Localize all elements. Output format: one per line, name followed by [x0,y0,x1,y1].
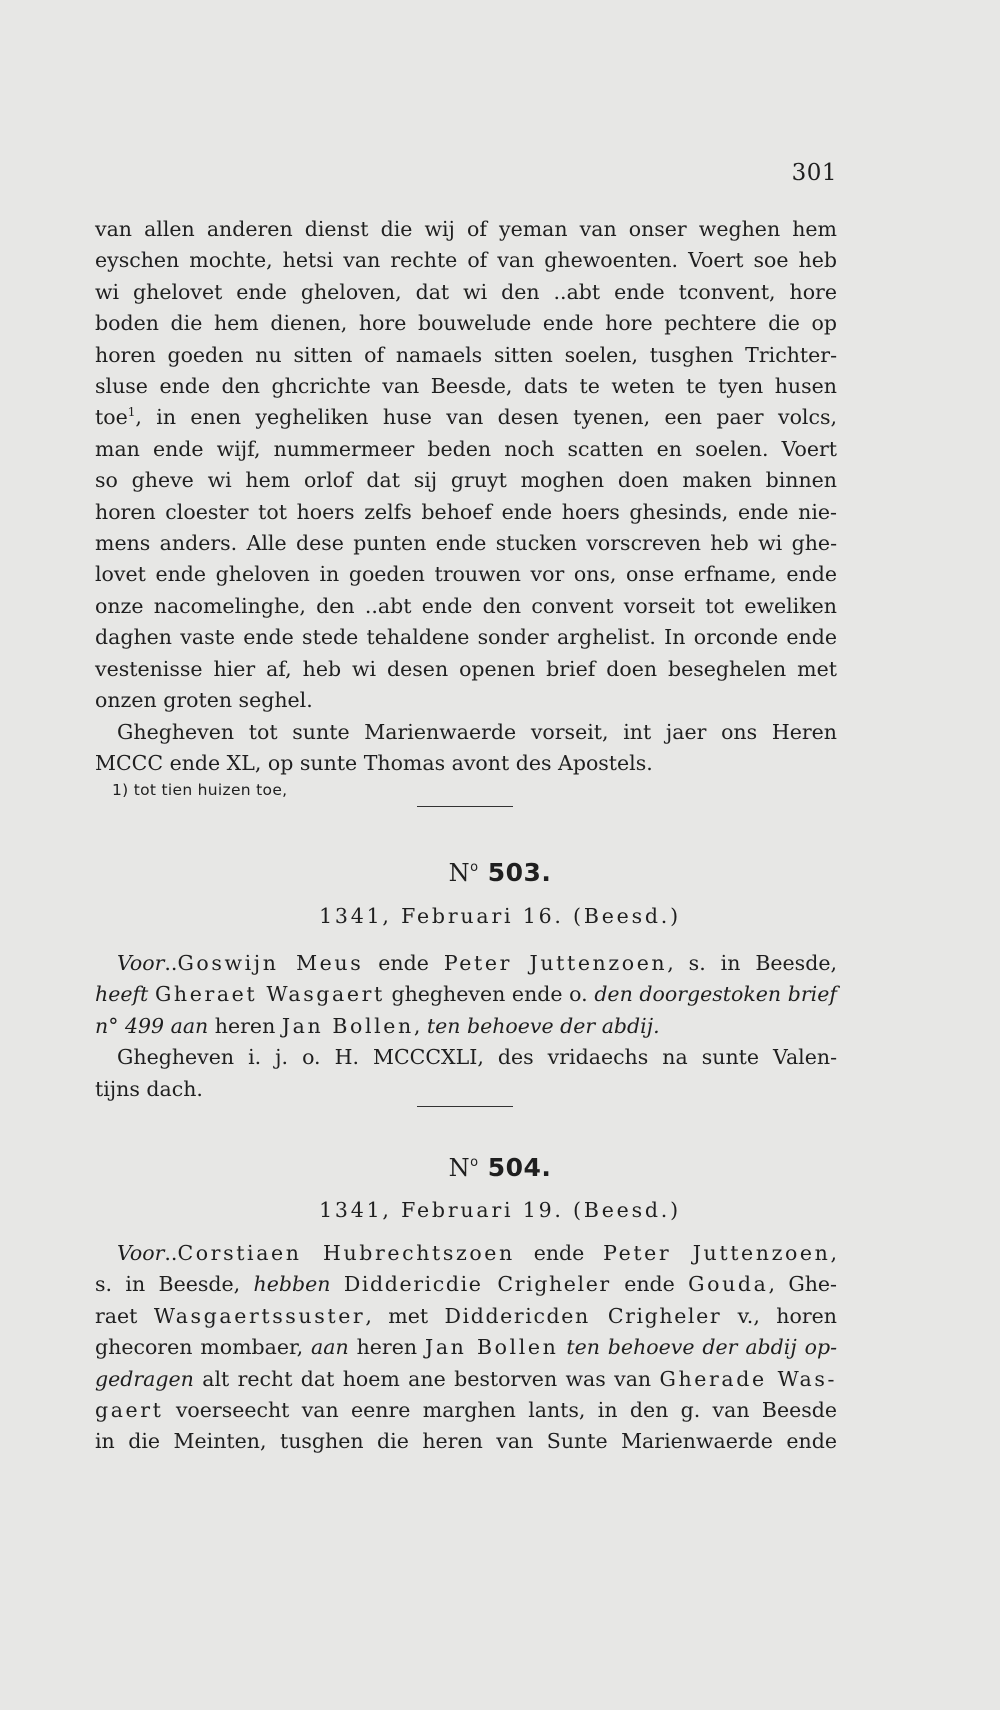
spaced-name: Diddericdie Crigheler [343,1272,611,1297]
text-line: sluse ende den ghcrichte van Beesde, dats te weten te tyen husen [95,374,837,399]
section-divider [417,806,513,807]
text-line: lovet ende gheloven in goeden trouwen vor ons, onse erfname, ende [95,562,837,587]
text-line-rest: in enen yegheliken huse van desen tyenen, een paer volcs, [156,405,837,430]
text-fragment: , met [365,1303,429,1328]
spaced-name: Peter Juttenzoen [443,951,668,975]
spaced-name: Goswijn Meus [177,951,364,975]
closing-line: Ghegheven i. j. o. H. MCCCXLI, des vridaechs na sunte Valen- [117,1045,837,1070]
text-line: so gheve wi hem orlof dat sij gruyt moghen doen maken binnen [95,468,837,493]
italic-text: aan [311,1335,349,1360]
closing-line: MCCC ende XL, op sunte Thomas avont des Apostels. [95,750,653,775]
italic-text: ten behoeve der abdij. [426,1013,660,1038]
footnote-reference: 1 [127,405,136,420]
text-fragment: , Ghe- [768,1272,837,1297]
text-line: wi ghelovet ende gheloven, dat wi den ..abt ende tconvent, hore [95,279,837,304]
spaced-name: Wasgaertssuster [153,1303,366,1328]
text-fragment: .. [164,1241,178,1265]
text-line: onze nacomelinghe, den ..abt ende den convent vorseit tot eweliken [95,593,837,618]
continuation-paragraph [95,214,837,779]
italic-text: n° 499 aan [95,1013,209,1038]
text-fragment: , [413,1013,421,1038]
text-line: onzen groten seghel. [95,688,313,713]
footnote-mark: 1) [112,781,129,799]
text-line: man ende wijf, nummermeer beden noch scatten en soelen. Voert [95,436,837,461]
text-line [95,1269,837,1300]
entry-heading [0,858,1000,887]
text-line: eyschen mochte, hetsi van rechte of van ghewoenten. Voert soe heb [95,248,837,273]
page-number: 301 [791,160,837,186]
entry-date: 1341, Februari 16. (Beesd.) [319,904,681,928]
text-line [95,948,837,979]
spaced-name: Gherade Was- [659,1366,837,1391]
entry-number: 503. [487,858,552,887]
text-line [95,1301,837,1332]
spaced-name: Diddericden Crigheler [444,1303,722,1328]
entry-body [95,948,837,1105]
spaced-name: gaert [95,1398,164,1423]
text-line: daghen vaste ende stede tehaldene sonder arghelist. In orconde ende [95,625,837,650]
text-line [95,1332,837,1363]
toe-comma: , [135,405,142,430]
italic-text: den doorgestoken brief [594,982,837,1007]
text-line [95,1364,837,1395]
number-prefix: N [448,1154,471,1182]
text-fragment: .. [164,951,178,975]
text-fragment: s. in Beesde, [95,1272,241,1297]
text-fragment: alt recht dat hoem ane bestorven was van [202,1366,652,1391]
closing-line: tijns dach. [95,1076,203,1101]
text-line: mens anders. Alle dese punten ende stucken vorscreven heb wi ghe- [95,531,837,556]
italic-text: ten behoeve der abdij op- [566,1335,837,1360]
number-superscript: o [470,1155,479,1170]
italic-text: hebben [253,1272,331,1297]
footnote-text: tot tien huizen toe, [133,781,288,799]
entry-date: 1341, Februari 19. (Beesd.) [319,1198,681,1222]
text-line [95,1011,837,1042]
footnote [112,781,287,799]
italic-text: heeft [95,982,149,1007]
entry-heading [0,1153,1000,1182]
text-line: horen cloester tot hoers zelfs behoef ende hoers ghesinds, ende nie- [95,499,837,524]
text-fragment: ende [533,1241,585,1265]
spaced-name: Jan Bollen [425,1335,559,1360]
spaced-name: Peter Juttenzoen [603,1241,831,1265]
section-divider [417,1106,513,1107]
spaced-name: Jan Bollen [281,1013,414,1038]
text-line [95,402,837,433]
text-line: vestenisse hier af, heb wi desen openen brief doen beseghelen met [95,656,837,681]
text-line: in die Meinten, tusghen die heren van Sunte Marienwaerde ende [95,1429,837,1454]
italic-text: Voor [117,1241,165,1265]
spaced-name: Gouda [688,1272,769,1297]
text-fragment: ende [624,1272,675,1297]
closing-line: Ghegheven tot sunte Marienwaerde vorseit, int jaer ons Heren [117,719,837,744]
text-fragment: ende [378,951,429,975]
text-fragment: heren [356,1335,418,1360]
entry-number: 504. [487,1153,552,1182]
italic-text: gedragen [95,1366,194,1391]
text-line [95,1238,837,1269]
text-line [95,979,837,1010]
text-line [95,1395,837,1426]
number-superscript: o [470,860,479,875]
text-line: van allen anderen dienst die wij of yeman van onser weghen hem [95,217,837,241]
text-fragment: , s. in Beesde, [667,951,837,975]
spaced-name: Corstiaen Hubrechtszoen [177,1241,515,1265]
text-fragment: raet [95,1303,138,1328]
entry-body [95,1238,837,1458]
text-line: horen goeden nu sitten of namaels sitten soelen, tusghen Trichter- [95,342,837,367]
text-fragment: voerseecht van eenre marghen lants, in den g. van Beesde [175,1398,837,1423]
italic-text: Voor [117,951,165,975]
text-fragment: ghecoren mombaer, [95,1335,304,1360]
text-line: boden die hem dienen, hore bouwelude ende hore pechtere die op [95,311,837,336]
spaced-name: Gheraet Wasgaert [154,982,385,1007]
number-prefix: N [448,859,471,887]
text-fragment: heren [214,1013,276,1038]
text-fragment: , [830,1241,837,1265]
toe-word: toe [95,405,128,430]
text-fragment: v., horen [737,1303,837,1328]
text-fragment: ghegheven ende o. [391,982,588,1007]
